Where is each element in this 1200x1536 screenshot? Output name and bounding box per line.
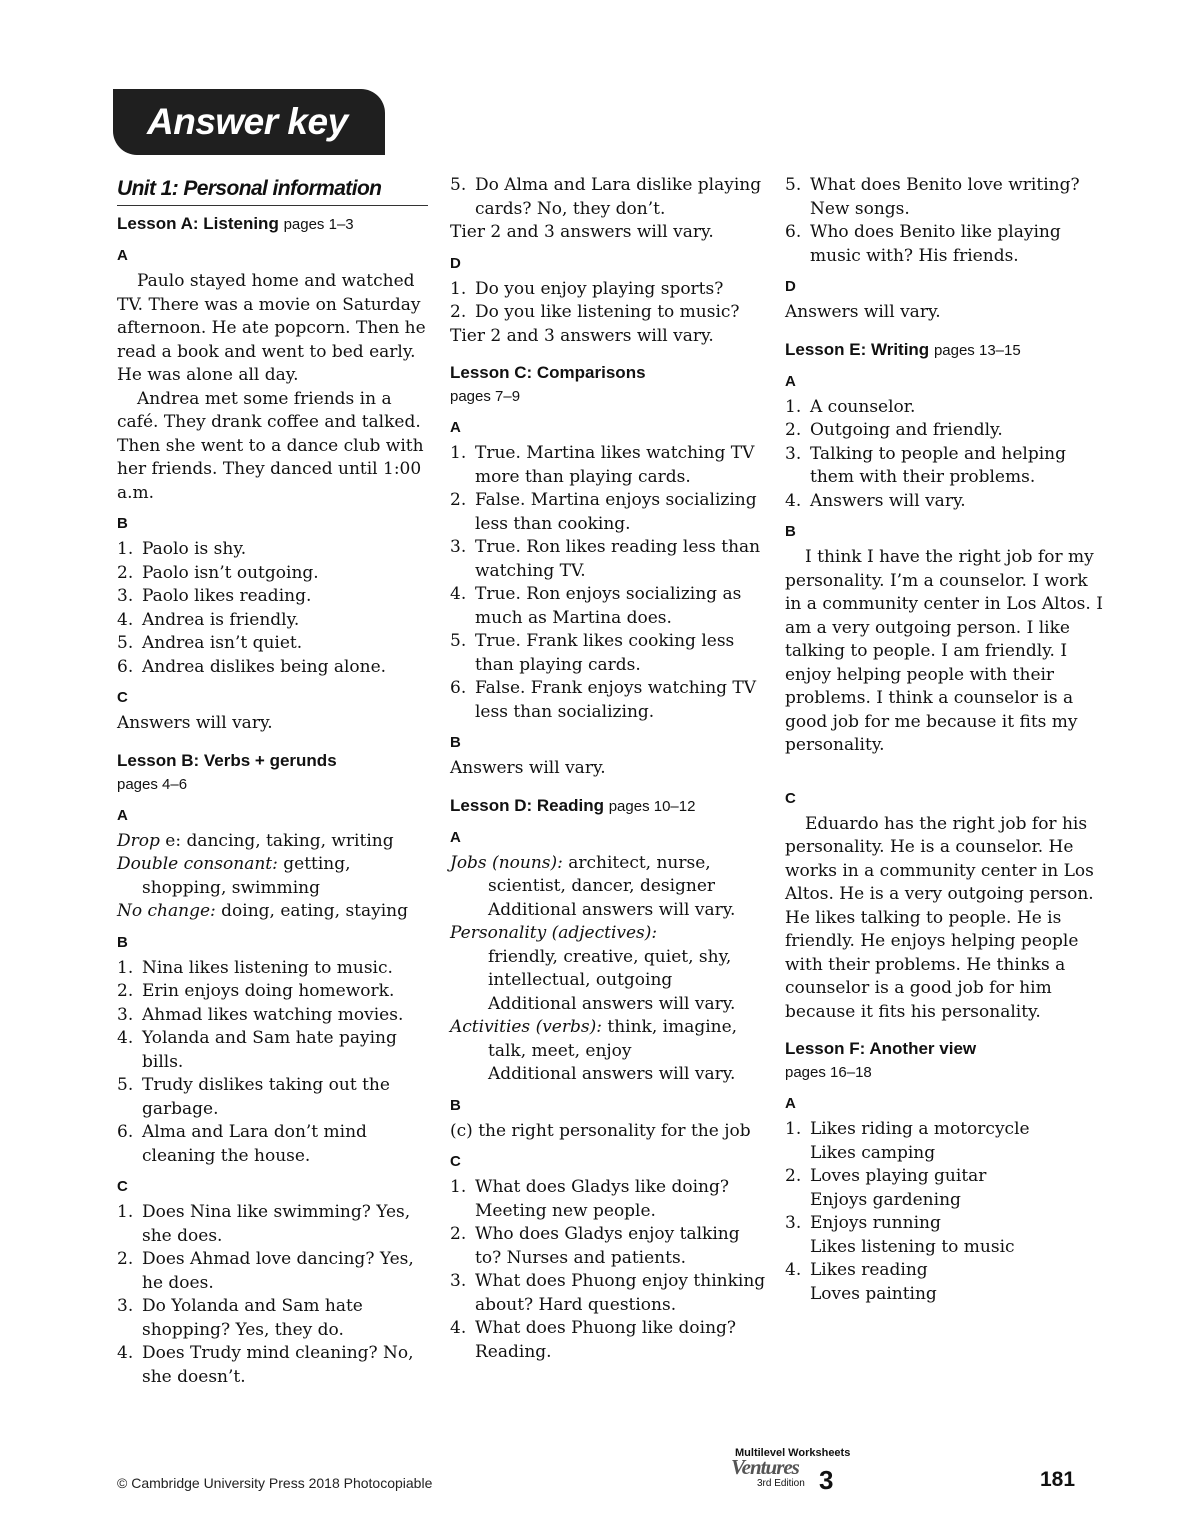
answer-note: Tier 2 and 3 answers will vary. — [450, 325, 714, 346]
answer-list — [450, 174, 768, 221]
column-3 — [785, 174, 1103, 1306]
section-label: B — [785, 523, 796, 540]
list-item: 2. Outgoing and friendly. — [785, 420, 1003, 440]
list-item: 5. Andrea isn’t quiet. — [117, 633, 303, 653]
section-label: A — [450, 419, 461, 436]
answer-text: Answers will vary. — [117, 713, 273, 733]
list-item: 3. What does Phuong enjoy thinking about? Hard questions. — [450, 1271, 766, 1315]
list-item: 2. False. Martina enjoys socializing less than cooking. — [450, 490, 757, 534]
lesson-c-heading: Lesson C: Comparisons pages 7–9 — [450, 363, 646, 405]
rule-row: No change: doing, eating, staying — [117, 901, 409, 921]
list-item: 6. Andrea dislikes being alone. — [117, 656, 387, 677]
list-item: 6. Who does Benito like playing music with? His friends. — [785, 222, 1061, 266]
answer-text: Answers will vary. — [450, 758, 606, 778]
section-label: C — [450, 1153, 461, 1170]
list-item: 3. Paolo likes reading. — [117, 586, 312, 606]
answer-list — [450, 1176, 768, 1364]
answer-text: (c) the right personality for the job — [450, 1120, 751, 1141]
section-label: C — [785, 789, 796, 807]
copyright-notice: © Cambridge University Press 2018 Photocopiable — [117, 1475, 433, 1491]
list-item: 1. Do you enjoy playing sports? — [450, 278, 724, 299]
category-note: Additional answers will vary. — [488, 899, 736, 920]
list-item: 5. Trudy dislikes taking out the garbage. — [117, 1075, 390, 1119]
answer-list — [785, 174, 1103, 268]
section-label: A — [450, 828, 461, 846]
list-item: 1. Nina likes listening to music. — [117, 957, 393, 978]
list-item: 2. Do you like listening to music? — [450, 302, 740, 322]
answer-list — [117, 1201, 435, 1389]
category-label: Personality (adjectives): — [450, 923, 658, 943]
level-number: 3 — [819, 1465, 834, 1495]
paragraph: Eduardo has the right job for his personality. He is a counselor. He works in a community center in Los Altos. He is a very outgoing person. He likes talking to people. He is friendly. He enjoys helping people with their problems. He thinks a counselor is a good job for him because it fits his personality. — [785, 813, 1094, 1022]
paragraph: Andrea met some friends in a café. They drank coffee and talked. Then she went to a dance club with her friends. They danced until 1:00 a.m. — [117, 388, 424, 503]
list-item: 4. Does Trudy mind cleaning? No, she doesn’t. — [117, 1343, 414, 1387]
list-item: 4. Likes reading Loves painting — [785, 1260, 937, 1304]
list-item: 3. True. Ron likes reading less than watching TV. — [450, 537, 761, 581]
list-item: 4. Andrea is friendly. — [117, 609, 300, 630]
edition-label: 3rd Edition — [757, 1478, 805, 1489]
category-note: Additional answers will vary. — [488, 993, 736, 1014]
list-item: 5. Do Alma and Lara dislike playing cards? No, they don’t. — [450, 175, 762, 219]
answer-list — [785, 396, 1103, 514]
list-item: 1. Does Nina like swimming? Yes, she does. — [117, 1202, 411, 1246]
answer-list — [117, 957, 435, 1169]
list-item: 5. What does Benito love writing? New songs. — [785, 175, 1080, 219]
column-2 — [450, 174, 768, 1364]
list-item: 4. Yolanda and Sam hate paying bills. — [117, 1028, 397, 1072]
section-label: C — [117, 689, 128, 706]
lesson-b-heading: Lesson B: Verbs + gerunds pages 4–6 — [117, 750, 337, 793]
spacer — [785, 758, 1103, 780]
list-item: 2. Paolo isn’t outgoing. — [117, 562, 319, 583]
answer-text: Answers will vary. — [785, 302, 941, 322]
section-label: B — [450, 734, 461, 751]
page-number: 181 — [1040, 1468, 1076, 1491]
rule-row: Drop e: dancing, taking, writing — [117, 830, 394, 851]
category-row: Jobs (nouns): architect, nurse, scientist, dancer, designer — [450, 852, 716, 896]
lesson-a-heading: Lesson A: Listening pages 1–3 — [117, 214, 354, 233]
section-label: A — [785, 1095, 796, 1112]
list-item: 2. Loves playing guitar Enjoys gardening — [785, 1166, 987, 1210]
list-item: 3. Talking to people and helping them with their problems. — [785, 443, 1066, 487]
answer-note: Tier 2 and 3 answers will vary. — [450, 222, 714, 242]
page-title: Answer key — [147, 101, 348, 142]
section-label: D — [450, 254, 461, 272]
list-item: 1. True. Martina likes watching TV more than playing cards. — [450, 443, 755, 487]
paragraph: Paulo stayed home and watched TV. There was a movie on Saturday afternoon. He ate popcorn. Then he read a book and went to bed early. He was alone all day. — [117, 271, 426, 385]
section-label: D — [785, 278, 796, 295]
list-item: 1. A counselor. — [785, 396, 916, 417]
section-label: A — [117, 247, 128, 264]
lesson-d-heading: Lesson D: Reading pages 10–12 — [450, 795, 696, 815]
section-label: B — [117, 933, 128, 951]
answer-list — [450, 442, 768, 724]
list-item: 1. What does Gladys like doing? Meeting new people. — [450, 1177, 730, 1221]
section-label: B — [450, 1096, 461, 1114]
brand-name: Ventures — [731, 1455, 799, 1479]
section-label: A — [785, 372, 796, 390]
list-item: 3. Ahmad likes watching movies. — [117, 1004, 404, 1025]
section-label: B — [117, 515, 128, 532]
category-row: Activities (verbs): think, imagine, talk, meet, enjoy — [450, 1017, 738, 1061]
list-item: 2. Erin enjoys doing homework. — [117, 981, 395, 1001]
paragraph: I think I have the right job for my personality. I’m a counselor. I work in a community center in Los Altos. I am a very outgoing person. I like talking to people. I am friendly. I enjoy helping people with their problems. I think a counselor is a good job for me because it fits my personality. — [785, 547, 1103, 755]
list-item: 3. Enjoys running Likes listening to music — [785, 1213, 1015, 1257]
category-row: friendly, creative, quiet, shy, intellectual, outgoing — [488, 946, 732, 990]
answer-list — [450, 278, 768, 325]
section-label: C — [117, 1178, 128, 1195]
list-item: 4. Answers will vary. — [785, 490, 966, 511]
category-note: Additional answers will vary. — [488, 1064, 736, 1084]
lesson-f-heading: Lesson F: Another view pages 16–18 — [785, 1039, 977, 1081]
list-item: 3. Do Yolanda and Sam hate shopping? Yes, they do. — [117, 1296, 363, 1340]
list-item: 2. Does Ahmad love dancing? Yes, he does. — [117, 1249, 414, 1293]
answer-list — [785, 1118, 1103, 1306]
column-1 — [117, 174, 435, 1389]
series-logo — [731, 1447, 875, 1495]
list-item: 5. True. Frank likes cooking less than playing cards. — [450, 631, 735, 675]
lesson-e-heading: Lesson E: Writing pages 13–15 — [785, 339, 1021, 359]
list-item: 4. True. Ron enjoys socializing as much as Martina does. — [450, 584, 742, 628]
list-item: 6. Alma and Lara don’t mind cleaning the house. — [117, 1122, 367, 1166]
unit-title: Unit 1: Personal information — [117, 174, 428, 206]
list-item: 1. Paolo is shy. — [117, 539, 247, 559]
list-item: 4. What does Phuong like doing? Reading. — [450, 1318, 737, 1362]
list-item: 6. False. Frank enjoys watching TV less than socializing. — [450, 678, 757, 722]
list-item: 1. Likes riding a motorcycle Likes camping — [785, 1119, 1030, 1163]
section-label: A — [117, 806, 128, 824]
series-name: Multilevel Worksheets — [735, 1447, 851, 1459]
answer-list — [117, 538, 435, 679]
rule-row: Double consonant: getting, shopping, swimming — [117, 854, 351, 898]
list-item: 2. Who does Gladys enjoy talking to? Nurses and patients. — [450, 1224, 740, 1268]
